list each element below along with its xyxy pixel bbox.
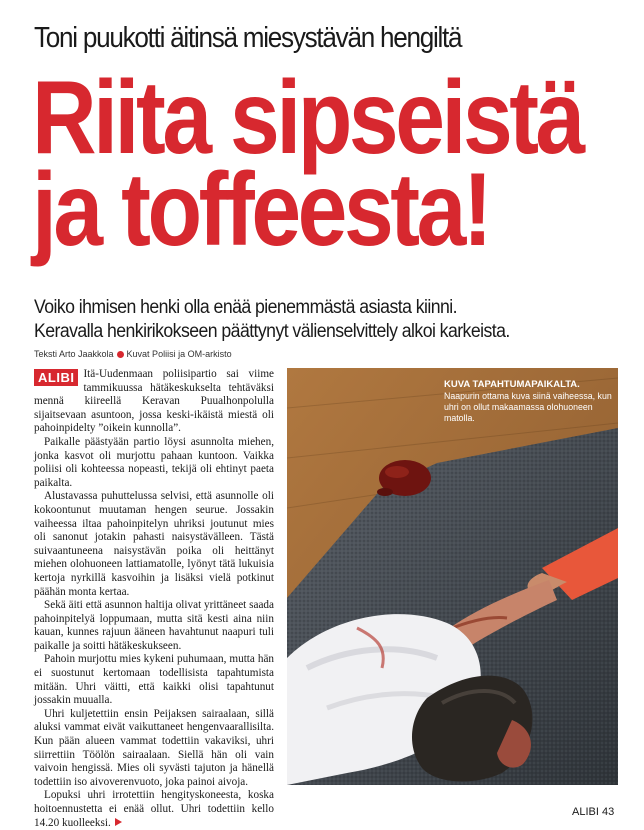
page-folio: ALIBI 43 xyxy=(572,806,615,818)
alibi-logo: ALIBI xyxy=(34,369,78,386)
lede-line-1: Voiko ihmisen henki olla enää pienemmästä asiasta kiinni. xyxy=(34,297,457,318)
paragraph-1-text: Itä-Uudenmaan poliisipartio sai viime tammikuussa hätäkeskukselta tehtäväksi mennä kiireellä Keravan Puualhonpolulla sijaitsevaan asuntoon, jossa keski-ikäistä miestä oli pahoinpidelty ”oikein kunnolla”. xyxy=(34,368,274,435)
headline-line-1: Riita sipseistä xyxy=(32,60,582,176)
credit-text: Teksti Arto Jaakkola xyxy=(34,349,114,359)
lede-line-2: Keravalla henkirikokseen päättynyt välienselvittely alkoi karkeista. xyxy=(34,321,510,342)
paragraph-6: Uhri kuljetettiin ensin Peijaksen sairaalaan, sillä aluksi vammat eivät vaikuttaneet hengenvaarallisilta. Kun pään alueen vammat todettiin vakaviksi, uhri siirrettiin Töölön sairaalaan. Siellä hän oli vain vaivoin hengissä. Mies oli syvästi tajuton ja hänellä todettiin iso aivoverenvuoto, joka painoi aivoja. xyxy=(34,707,274,788)
photo-caption xyxy=(444,379,612,424)
headline xyxy=(32,60,582,268)
bullet-dot-icon xyxy=(117,351,124,358)
scene-photo xyxy=(287,368,618,785)
byline xyxy=(34,349,232,359)
paragraph-1 xyxy=(34,368,274,436)
kicker: Toni puukotti äitinsä miesystävän hengiltä xyxy=(34,22,462,54)
paragraph-7-text: Lopuksi uhri irrotettiin hengityskoneesta, koska hoitoennustetta ei enää ollut. Uhri todettiin kello 14.20 kuolleeksi. xyxy=(34,789,274,829)
lede xyxy=(34,296,592,344)
caption-text: Naapurin ottama kuva siinä vaiheessa, kun uhri on ollut makaamassa olohuoneen matolla. xyxy=(444,391,612,423)
end-mark-icon xyxy=(115,818,122,826)
headline-line-2: ja toffeesta! xyxy=(32,152,490,268)
paragraph-5: Pahoin murjottu mies kykeni puhumaan, mutta hän ei suostunut kertomaan todellisista tapahtumista mitään. Uhri väitti, että kaikki olisi tapahtunut jossakin muualla. xyxy=(34,653,274,707)
paragraph-3: Alustavassa puhuttelussa selvisi, että asunnolle oli kokoontunut muutaman hengen seurue. Jossakin vaiheessa iltaa pahoinpitelyn uhriksi joutunut mies oli sanonut jotakin pahasti naisystävälleen. Tästä suivaantuneena naisystävän poika oli heittänyt miehen olohuoneen lattiamatolle, lyönyt tätä lukuisia kertoja nyrkillä kasvoihin ja lisäksi vielä potkinut päähän monta kertaa. xyxy=(34,490,274,598)
paragraph-2: Paikalle päästyään partio löysi asunnolta miehen, jonka kasvot oli murjottu pahaan kuntoon. Vaikka poliisi oli kohteessa nopeasti, tekijä oli ehtinyt paeta paikalta. xyxy=(34,435,274,489)
credit-photos: Kuvat Poliisi ja OM-arkisto xyxy=(126,349,232,359)
caption-title: KUVA TAPAHTUMAPAIKALTA. xyxy=(444,379,580,390)
article-body xyxy=(34,368,274,830)
paragraph-4: Sekä äiti että asunnon haltija olivat yrittäneet saada pahoinpitelyä loppumaan, mutta sitä kesti aina niin kauan, kunnes rajuun ääneen havahtunut naapuri tuli paikalle ja soitti hätäkeskukseen. xyxy=(34,599,274,652)
paragraph-7 xyxy=(34,789,274,830)
scene-photo-illustration xyxy=(287,368,618,785)
